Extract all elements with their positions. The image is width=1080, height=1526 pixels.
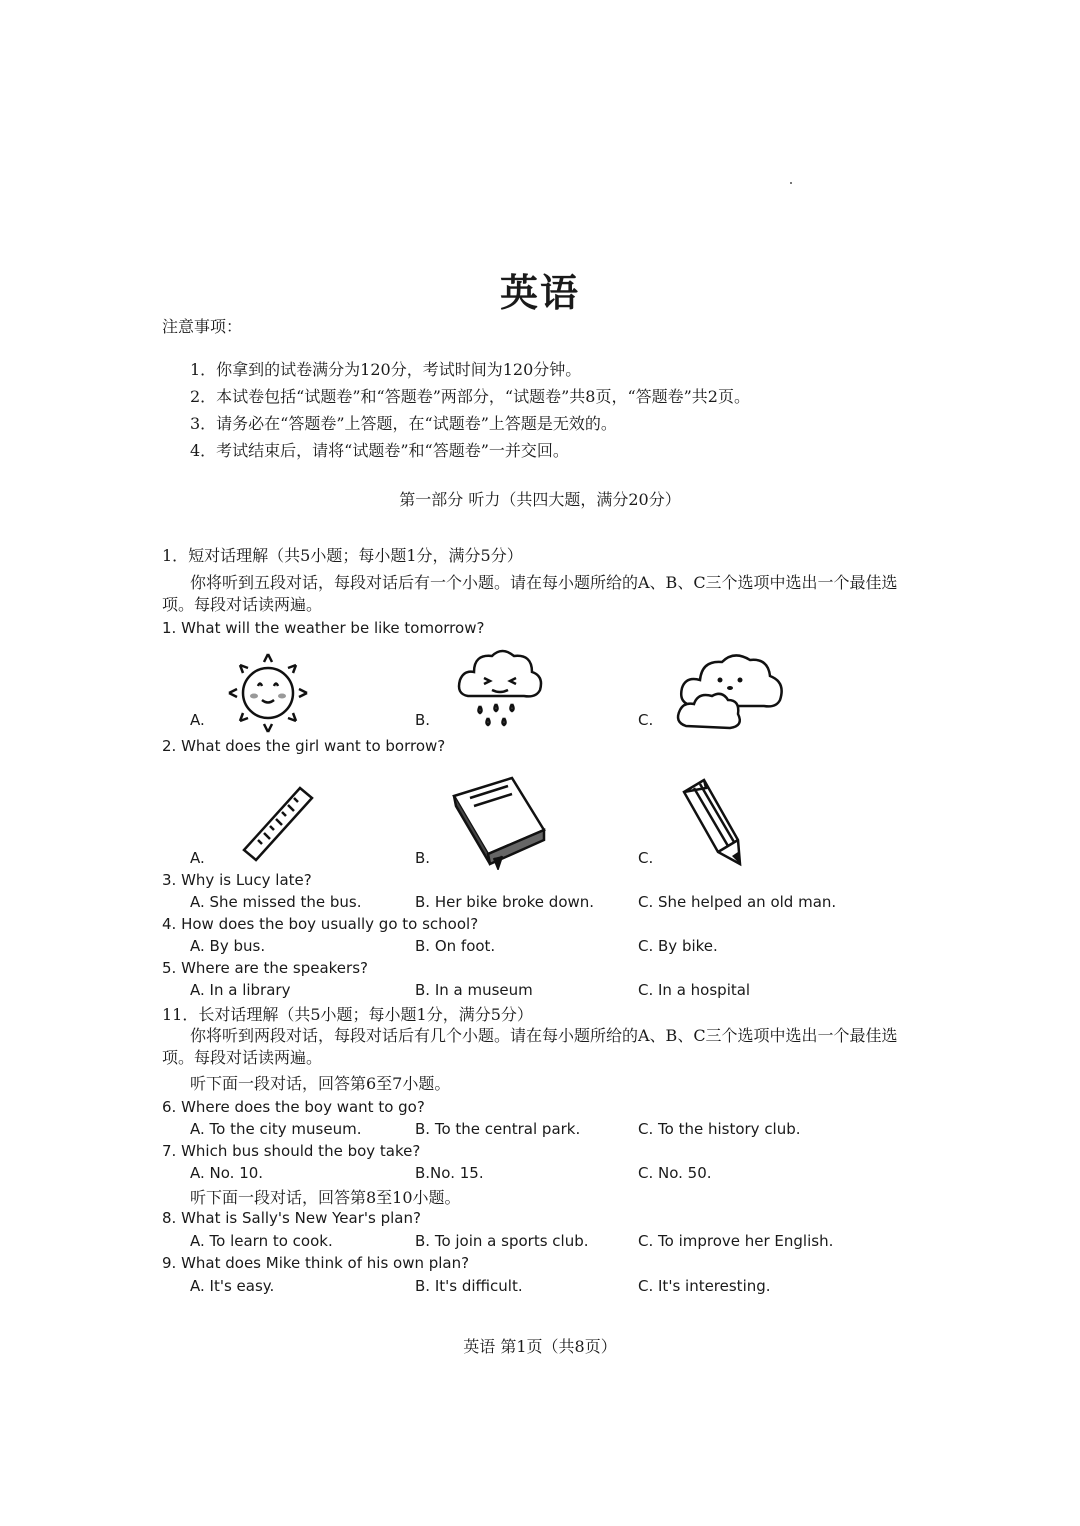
notice-item: 4．考试结束后，请将“试题卷”和“答题卷”一并交回。 <box>190 441 569 460</box>
question-6: 6. Where does the boy want to go? <box>162 1098 425 1116</box>
question-1: 1. What will the weather be like tomorrow? <box>162 619 485 637</box>
part2-instruction: 你将听到两段对话，每段对话后有几个小题。请在每小题所给的A、B、C三个选项中选出一个最佳选项。每段对话读两遍。 <box>162 1026 898 1067</box>
part1-instruction: 你将听到五段对话，每段对话后有一个小题。请在每小题所给的A、B、C三个选项中选出一个最佳选项。每段对话读两遍。 <box>162 573 898 614</box>
notice-item: 2．本试卷包括“试题卷”和“答题卷”两部分，“试题卷”共8页，“答题卷”共2页。 <box>190 387 750 406</box>
option-a: A. In a library <box>190 981 291 999</box>
part1-heading: 1．短对话理解（共5小题；每小题1分，满分5分） <box>162 546 523 565</box>
listen-instruction: 听下面一段对话，回答第8至10小题。 <box>190 1188 461 1207</box>
option-a: A. <box>190 849 205 867</box>
notice-heading: 注意事项： <box>162 317 243 336</box>
question-4: 4. How does the boy usually go to school? <box>162 915 479 933</box>
option-b: B. To join a sports club. <box>415 1232 589 1250</box>
option-b: B. In a museum <box>415 981 533 999</box>
question-8: 8. What is Sally's New Year's plan? <box>162 1209 421 1227</box>
option-c: C. No. 50. <box>638 1164 712 1182</box>
option-a: A. By bus. <box>190 937 266 955</box>
option-b: B. <box>415 849 431 867</box>
option-c: C. By bike. <box>638 937 718 955</box>
page-footer: 英语 第1页（共8页） <box>463 1337 617 1356</box>
option-b: B. To the central park. <box>415 1120 581 1138</box>
pencil-icon <box>676 776 746 870</box>
option-c: C. <box>638 711 654 729</box>
question-5: 5. Where are the speakers? <box>162 959 368 977</box>
option-b: B. It's difficult. <box>415 1277 523 1295</box>
option-a: A. She missed the bus. <box>190 893 362 911</box>
notice-item: 1．你拿到的试卷满分为120分，考试时间为120分钟。 <box>190 360 582 379</box>
part2-heading: 11．长对话理解（共5小题；每小题1分，满分5分） <box>162 1005 533 1024</box>
option-c: C. In a hospital <box>638 981 751 999</box>
option-a: A. To learn to cook. <box>190 1232 333 1250</box>
page-title: 英语 <box>499 270 580 315</box>
scan-speck <box>790 182 792 184</box>
question-2: 2. What does the girl want to borrow? <box>162 737 446 755</box>
option-a: A. To the city museum. <box>190 1120 362 1138</box>
option-c: C. <box>638 849 654 867</box>
question-3: 3. Why is Lucy late? <box>162 871 312 889</box>
option-b: B.No. 15. <box>415 1164 484 1182</box>
option-a: A. It's easy. <box>190 1277 275 1295</box>
option-c: C. It's interesting. <box>638 1277 771 1295</box>
section-title: 第一部分 听力（共四大题，满分20分） <box>399 490 681 509</box>
sun-icon <box>222 648 314 738</box>
notice-item: 3．请务必在“答题卷”上答题，在“试题卷”上答题是无效的。 <box>190 414 617 433</box>
option-a: A. No. 10. <box>190 1164 264 1182</box>
option-b: B. Her bike broke down. <box>415 893 595 911</box>
rain-cloud-icon <box>454 644 546 736</box>
question-7: 7. Which bus should the boy take? <box>162 1142 421 1160</box>
cloud-icon <box>672 646 792 738</box>
option-b: B. <box>415 711 431 729</box>
option-a: A. <box>190 711 205 729</box>
question-9: 9. What does Mike think of his own plan? <box>162 1254 470 1272</box>
option-c: C. To improve her English. <box>638 1232 834 1250</box>
listen-instruction: 听下面一段对话，回答第6至7小题。 <box>190 1074 451 1093</box>
book-icon <box>448 774 548 870</box>
option-b: B. On foot. <box>415 937 496 955</box>
option-c: C. To the history club. <box>638 1120 801 1138</box>
option-c: C. She helped an old man. <box>638 893 837 911</box>
ruler-icon <box>238 782 316 864</box>
